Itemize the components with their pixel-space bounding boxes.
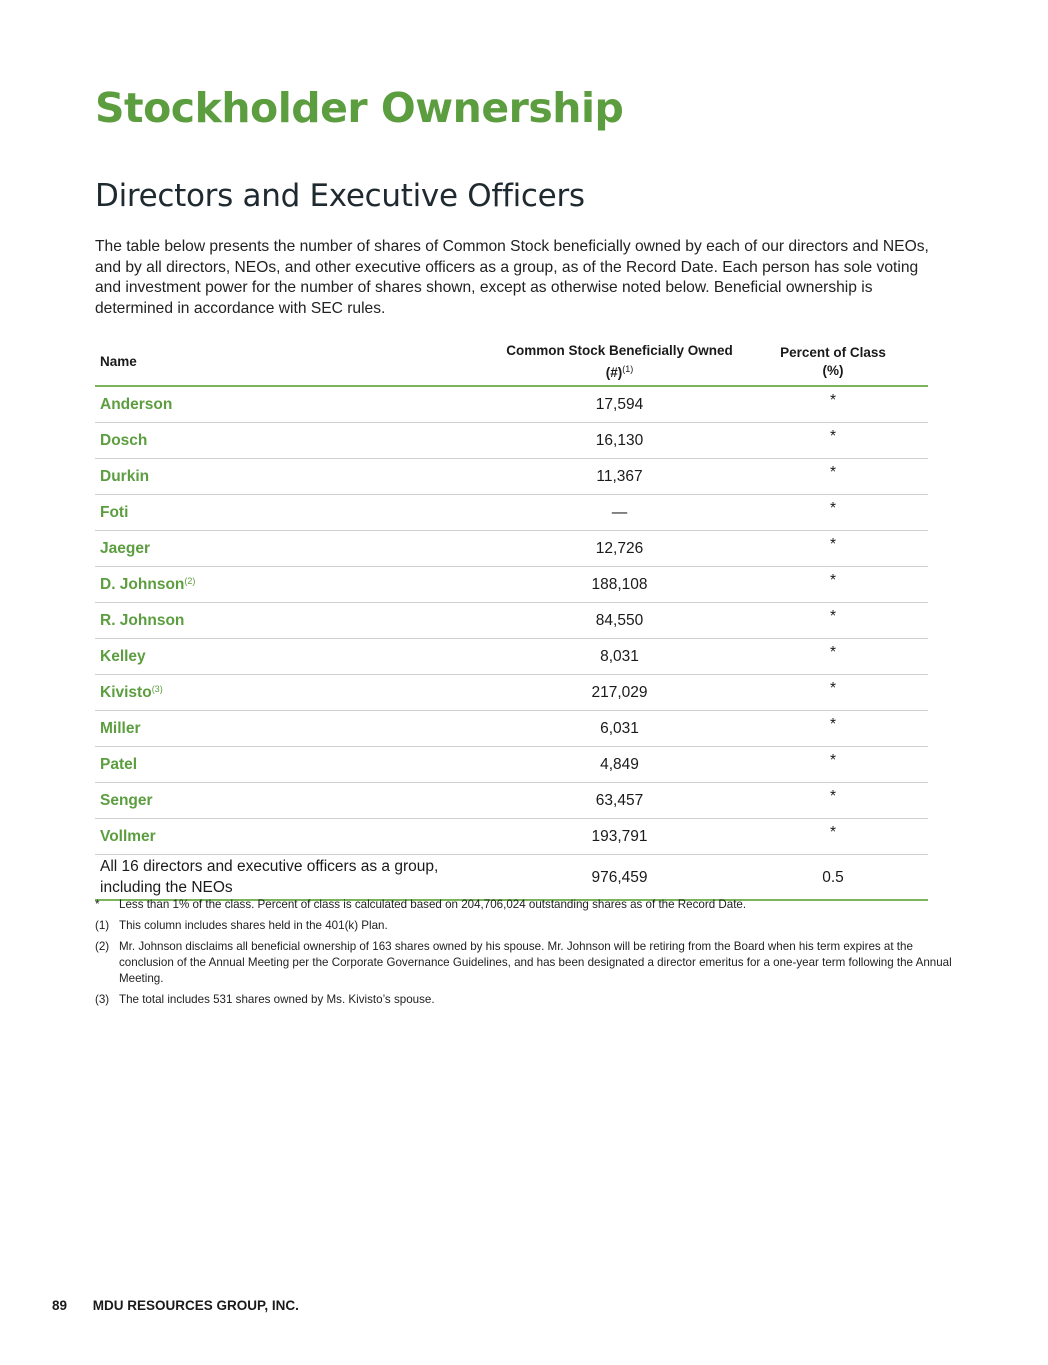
footnote [95,918,955,934]
footnote-text: This column includes shares held in the 401(k) Plan. [119,919,388,932]
percent-of-class: * [738,495,928,531]
shares-owned: 17,594 [501,386,738,423]
percent-of-class: * [738,603,928,639]
director-name: Dosch [95,423,501,459]
director-name: Jaeger [95,531,501,567]
total-row [95,855,928,901]
footnote [95,897,955,913]
table-row [95,386,928,423]
director-name: D. Johnson$^{(2)}$ [95,567,501,603]
company-name: MDU RESOURCES GROUP, INC. [92,1298,299,1313]
table-header-row [95,338,928,386]
footnote-text: Less than 1% of the class. Percent of class is calculated based on 204,706,024 outstanding shares as of the Record Date. [119,898,747,911]
table-row [95,459,928,495]
shares-owned: 6,031 [501,711,738,747]
section-heading: Directors and Executive Officers [95,178,585,214]
shares-owned: 8,031 [501,639,738,675]
footnote-marker: (2) [95,940,110,953]
table-row [95,747,928,783]
shares-owned: 63,457 [501,783,738,819]
footnote-ref: (3) [151,683,163,694]
footnote [95,992,955,1008]
shares-owned: 4,849 [501,747,738,783]
shares-owned: 188,108 [501,567,738,603]
table-row [95,423,928,459]
percent-of-class: * [738,783,928,819]
footnote-ref: (1) [622,364,634,374]
ownership-table [95,338,928,901]
footnote-ref: (2) [184,575,196,586]
table-row [95,567,928,603]
percent-of-class: * [738,819,928,855]
shares-owned: 193,791 [501,819,738,855]
director-name: Kelley [95,639,501,675]
footnote-text: The total includes 531 shares owned by Ms. Kivisto’s spouse. [119,993,435,1006]
percent-of-class: * [738,459,928,495]
director-name: Patel [95,747,501,783]
director-name: Anderson [95,386,501,423]
table-body [95,386,928,855]
table-row [95,603,928,639]
percent-of-class: * [738,423,928,459]
intro-paragraph: The table below presents the number of shares of Common Stock beneficially owned by each of our directors and NEOs, and by all directors, NEOs, and other executive officers as a group, as of the Record Date. Each person has sole voting and investment power for the number of shares shown, except as otherwise noted below. Beneficial ownership is determined in accordance with SEC rules. [95,238,929,317]
footnote-marker: (3) [95,993,110,1006]
name-column-header: Name [95,338,501,386]
table-row [95,495,928,531]
table-row [95,783,928,819]
percent-of-class: * [738,675,928,711]
table-row [95,639,928,675]
footnote-marker: (1) [95,919,110,932]
director-name: Foti [95,495,501,531]
footnotes [95,897,955,1013]
director-name: Vollmer [95,819,501,855]
total-shares: 976,459 [501,855,738,901]
percent-of-class: * [738,531,928,567]
table-row [95,711,928,747]
footnote [95,939,955,987]
percent-of-class: * [738,567,928,603]
total-row-label: All 16 directors and executive officers as a group, including the NEOs [95,855,501,901]
shares-owned: 84,550 [501,603,738,639]
shares-owned: 16,130 [501,423,738,459]
director-name: R. Johnson [95,603,501,639]
table-row [95,531,928,567]
shares-column-header: Common Stock Beneficially Owned (#)$^{(1)}$ [501,338,738,386]
percent-of-class: * [738,639,928,675]
percent-column-header: Percent of Class (%) [738,338,928,386]
page-footer [52,1298,299,1313]
percent-of-class: * [738,747,928,783]
percent-of-class: * [738,386,928,423]
director-name: Senger [95,783,501,819]
shares-owned: — [501,495,738,531]
table-row [95,819,928,855]
shares-owned: 11,367 [501,459,738,495]
page-title: Stockholder Ownership [95,84,624,132]
director-name: Miller [95,711,501,747]
page-number: 89 [52,1298,68,1313]
shares-owned: 217,029 [501,675,738,711]
percent-of-class: * [738,711,928,747]
director-name: Durkin [95,459,501,495]
table-row [95,675,928,711]
total-percent: 0.5 [738,855,928,901]
footnote-text: Mr. Johnson disclaims all beneficial ownership of 163 shares owned by his spouse. Mr. Johnson will be retiring from the Board when his term expires at the conclusion of the Annual Meeting per the Corporate Governance Guidelines, and has been designated a director emeritus for a one-year term following the Annual Meeting. [119,940,952,985]
director-name: Kivisto$^{(3)}$ [95,675,501,711]
footnote-marker: * [95,898,100,911]
shares-owned: 12,726 [501,531,738,567]
